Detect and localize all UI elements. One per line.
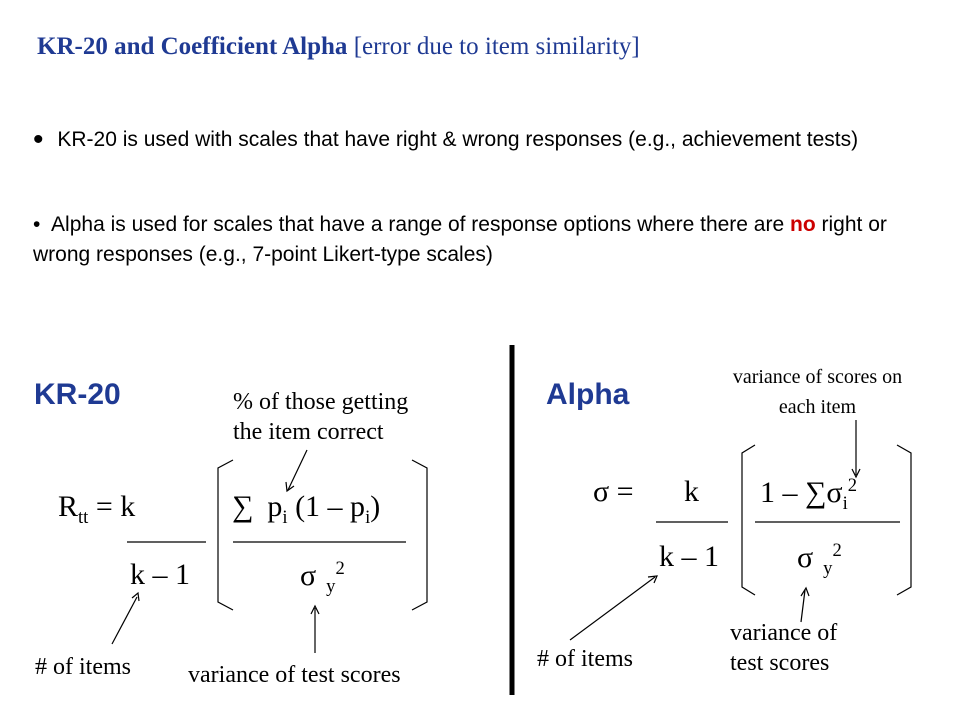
alpha-y: y [823, 558, 833, 579]
alpha-annotation-sigma-i-line2: each item [778, 396, 857, 418]
kr20-arrow-items [112, 593, 139, 644]
alpha-annotation-variance [730, 618, 837, 678]
alpha-denominator-right [797, 540, 842, 580]
kr20-one-minus: (1 – p [295, 490, 366, 523]
bullet-alpha-text-2: right or wrong responses (e.g., 7-point Likert-type scales) [33, 213, 887, 266]
kr20-p-sub: i [282, 507, 288, 528]
kr20-p: p [267, 490, 283, 523]
kr20-arrow-pi [286, 450, 307, 491]
alpha-denominator-left: k – 1 [659, 540, 719, 573]
kr20-bracket-right [412, 460, 427, 610]
bullet-kr20-text: KR-20 is used with scales that have right & wrong responses (e.g., achievement tests) [57, 128, 859, 151]
kr20-p-sub-2: i [365, 507, 371, 528]
title-bracket: [error due to item similarity] [353, 33, 640, 60]
alpha-exp-i: 2 [847, 475, 858, 496]
kr20-equals-k: = k [95, 490, 136, 523]
alpha-arrow-variance [801, 588, 809, 622]
kr20-exp: 2 [335, 558, 345, 579]
alpha-one-minus: 1 – [760, 476, 798, 509]
alpha-annotation-items: # of items [537, 646, 633, 672]
kr20-annotation-variance: variance of test scores [188, 662, 401, 688]
kr20-arrow-variance [311, 606, 319, 653]
kr20-bracket-left [218, 460, 233, 610]
kr20-numerator [232, 490, 380, 529]
kr20-annotation-pi-line2: the item correct [233, 419, 384, 445]
kr20-sum-symbol: ∑ [232, 490, 254, 523]
bullet-alpha-text-1: Alpha is used for scales that have a range of response options where there are [51, 213, 785, 236]
kr20-annotation-items: # of items [35, 654, 131, 680]
alpha-sub-i: i [842, 493, 848, 514]
alpha-bracket-right [897, 445, 911, 595]
alpha-annotation-variance-line2: test scores [730, 650, 830, 676]
alpha-arrow-items [570, 576, 657, 640]
kr20-denominator-right [300, 558, 345, 598]
alpha-bracket-left [742, 445, 755, 595]
title-main: KR-20 and Coefficient Alpha [37, 33, 348, 60]
alpha-numerator [760, 475, 857, 515]
alpha-heading: Alpha [546, 378, 630, 411]
kr20-annotation-pi [233, 387, 408, 447]
kr20-y: y [326, 576, 336, 597]
alpha-k: k [684, 475, 699, 508]
alpha-sigma: σ [797, 541, 814, 574]
kr20-heading: KR-20 [34, 378, 121, 411]
kr20-denominator-left: k – 1 [130, 558, 190, 591]
alpha-arrow-sigma-i [852, 420, 860, 477]
alpha-exp: 2 [832, 540, 842, 561]
bullet-dot-icon: • [33, 123, 44, 156]
kr20-sigma: σ [300, 559, 317, 592]
alpha-lhs: σ = [593, 475, 634, 508]
kr20-close-paren: ) [370, 490, 381, 523]
bullet-alpha-emphasis: no [790, 213, 816, 236]
alpha-annotation-sigma-i [705, 362, 930, 422]
kr20-lhs [58, 490, 135, 529]
kr20-annotation-pi-line1: % of those getting [233, 389, 409, 415]
kr20-lhs-sub: tt [78, 507, 89, 528]
alpha-sum-sigma: ∑σ [805, 476, 843, 509]
alpha-annotation-variance-line1: variance of [730, 620, 838, 646]
bullet-dot-icon: • [33, 213, 41, 236]
alpha-annotation-sigma-i-line1: variance of scores on [732, 366, 903, 388]
kr20-lhs-r: R [58, 490, 79, 523]
